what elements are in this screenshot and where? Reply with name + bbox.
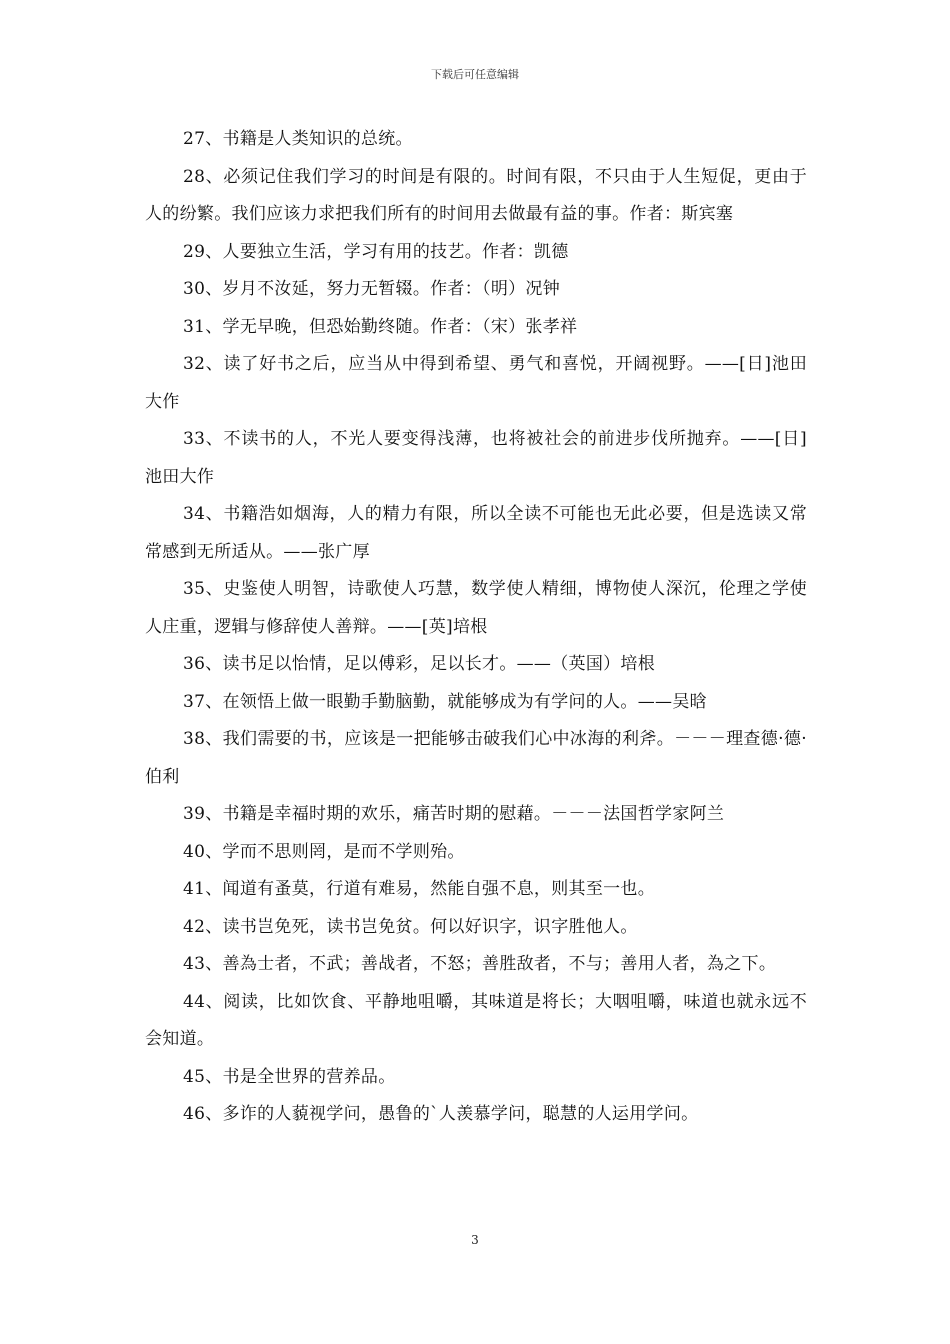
quote-paragraph: 37、在领悟上做一眼勤手勤脑勤，就能够成为有学问的人。——吴晗: [183, 691, 707, 712]
quote-paragraph: 34、书籍浩如烟海，人的精力有限，所以全读不可能也无此必要，但是选读又常常感到无所适从。——张广厚: [145, 504, 807, 562]
quote-paragraph: 46、多诈的人藐视学问，愚鲁的`人羡慕学问，聪慧的人运用学问。: [183, 1104, 699, 1124]
quote-paragraph: 40、学而不思则罔，是而不学则殆。: [183, 841, 465, 862]
quote-paragraph: 38、我们需要的书，应该是一把能够击破我们心中冰海的利斧。－－－理查德·德·伯利: [145, 729, 807, 787]
quote-paragraph: 39、书籍是幸福时期的欢乐，痛苦时期的慰藉。－－－法国哲学家阿兰: [183, 804, 725, 824]
page-header: 下载后可任意编辑: [431, 68, 519, 81]
quote-paragraph: 43、善為士者，不武；善战者，不怒；善胜敌者，不与；善用人者，為之下。: [183, 954, 777, 974]
quote-paragraph: 32、读了好书之后，应当从中得到希望、勇气和喜悦，开阔视野。——[日]池田大作: [145, 354, 807, 412]
quote-paragraph: 36、读书足以怡情，足以傅彩，足以长才。——（英国）培根: [183, 654, 656, 674]
quote-paragraph: 31、学无早晚，但恐始勤终随。作者：（宋）张孝祥: [183, 316, 578, 337]
quote-paragraph: 41、闻道有蚤莫，行道有难易，然能自强不息，则其至一也。: [183, 879, 656, 899]
quote-paragraph: 35、史鉴使人明智，诗歌使人巧慧，数学使人精细，博物使人深沉，伦理之学使人庄重，逻辑与修辞使人善辩。——[英]培根: [145, 579, 807, 637]
quote-paragraph: 30、岁月不汝延，努力无暂辍。作者：（明）况钟: [183, 279, 561, 299]
quote-paragraph: 44、阅读，比如饮食、平静地咀嚼，其味道是将长；大咽咀嚼，味道也就永远不会知道。: [145, 991, 807, 1049]
quote-paragraph: 27、书籍是人类知识的总统。: [183, 129, 413, 149]
quote-paragraph: 42、读书岂免死，读书岂免贫。何以好识字，识字胜他人。: [183, 916, 638, 937]
page-number: 3: [471, 1233, 479, 1247]
quote-paragraph: 29、人要独立生活，学习有用的技艺。作者：凯德: [183, 241, 569, 262]
quote-paragraph: 33、不读书的人，不光人要变得浅薄，也将被社会的前进步伐所抛弃。——[日]池田大作: [145, 429, 807, 487]
quote-paragraph: 28、必须记住我们学习的时间是有限的。时间有限，不只由于人生短促，更由于人的纷繁。我们应该力求把我们所有的时间用去做最有益的事。作者：斯宾塞: [145, 166, 807, 224]
quote-paragraph: 45、书是全世界的营养品。: [183, 1066, 396, 1087]
document-body: [145, 121, 807, 1134]
